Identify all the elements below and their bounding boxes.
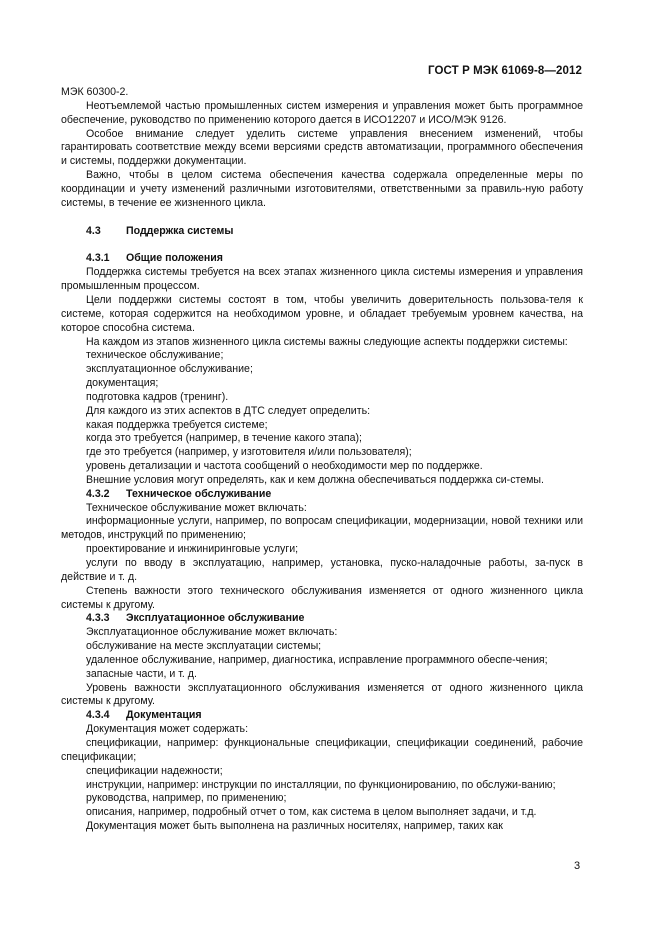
list-item: услуги по вводу в эксплуатацию, например, установка, пуско-наладочные работы, за-пуск в действие и т. д.	[61, 557, 583, 583]
document-header: ГОСТ Р МЭК 61069-8—2012	[428, 65, 582, 77]
list-item: руководства, например, по применению;	[86, 792, 287, 805]
section-title: Эксплуатационное обслуживание	[126, 612, 305, 625]
section-number: 4.3.1	[86, 252, 110, 265]
section-number: 4.3.3	[86, 612, 110, 625]
section-heading-4-3-4	[61, 709, 583, 723]
list-item: спецификации, например: функциональные спецификации, спецификации соединений, рабочие спецификации;	[61, 736, 583, 763]
paragraph: Техническое обслуживание может включать:	[86, 501, 307, 514]
section-number: 4.3.4	[86, 709, 110, 722]
list-item: подготовка кадров (тренинг).	[86, 390, 229, 403]
list-item: обслуживание на месте эксплуатации системы;	[86, 640, 322, 653]
section-number: 4.3.2	[86, 487, 110, 500]
paragraph: Внешние условия могут определять, как и кем должна обеспечиваться поддержка си-стемы.	[86, 473, 544, 486]
paragraph: Особое внимание следует уделить системе управления внесением изменений, чтобы гарантировать соответствие между всеми версиями средств автоматизации, программного обеспечения и системы, поддержки документации.	[61, 127, 583, 168]
section-heading-4-3-1	[61, 252, 583, 266]
paragraph: МЭК 60300-2.	[61, 86, 129, 98]
paragraph: Важно, чтобы в целом система обеспечения качества содержала определенные меры по координации и учету изменений различными изготовителями, ответственными за правиль-ную работу системы, в течение ее жизненного цикла.	[61, 169, 583, 209]
paragraph: На каждом из этапов жизненного цикла системы важны следующие аспекты поддержки системы:	[86, 335, 568, 348]
paragraph: Неотъемлемой частью промышленных систем измерения и управления может быть программное обеспечение, руководство по применению которого дается в ИСО12207 и ИСО/МЭК 9126.	[61, 99, 583, 126]
page-number: 3	[574, 860, 581, 872]
list-item: уровень детализации и частота сообщений о необходимости мер по поддержке.	[86, 460, 483, 473]
list-item: какая поддержка требуется системе;	[86, 418, 268, 431]
list-item: удаленное обслуживание, например, диагностика, исправление программного обеспе-чения;	[86, 653, 548, 666]
list-item: спецификации надежности;	[86, 764, 223, 777]
section-heading-4-3	[61, 225, 583, 239]
section-title: Документация	[126, 709, 202, 722]
list-item: техническое обслуживание;	[86, 349, 224, 362]
paragraph: Уровень важности эксплуатационного обслуживания изменяется от одного жизненного цикла системы к другому.	[61, 681, 583, 708]
paragraph: Степень важности этого технического обслуживания изменяется от одного жизненного цикла системы к другому.	[61, 584, 583, 611]
list-item: когда это требуется (например, в течение какого этапа);	[86, 432, 362, 445]
section-title: Техническое обслуживание	[126, 487, 272, 500]
paragraph: Поддержка системы требуется на всех этапах жизненного цикла системы измерения и управления промышленным процессом.	[61, 266, 583, 293]
document-body	[61, 86, 583, 834]
paragraph: Цели поддержки системы состоят в том, чтобы увеличить доверительность пользова-теля к системе, которая содержится на необходимом уровне, и обладает требуемым уровнем качества, на которое способна система.	[61, 293, 583, 334]
section-title: Поддержка системы	[126, 224, 234, 237]
list-item: где это требуется (например, у изготовителя и/или пользователя);	[86, 446, 412, 459]
list-item: инструкции, например: инструкции по инсталляции, по функционированию, по обслужи-ванию;	[86, 778, 556, 791]
section-heading-4-3-2	[61, 488, 583, 502]
list-item: эксплуатационное обслуживание;	[86, 363, 253, 376]
list-item: запасные части, и т. д.	[86, 667, 197, 680]
paragraph: Документация может быть выполнена на различных носителях, например, таких как	[86, 820, 503, 833]
section-title: Общие положения	[126, 252, 223, 265]
section-number: 4.3	[86, 224, 101, 237]
paragraph: Эксплуатационное обслуживание может включать:	[86, 626, 338, 639]
list-item: документация;	[86, 377, 159, 390]
list-item: проектирование и инжиниринговые услуги;	[86, 543, 299, 556]
list-item: информационные услуги, например, по вопросам спецификации, модернизации, новой техники или методов, инструкций по применению;	[61, 515, 583, 542]
paragraph: Для каждого из этих аспектов в ДТС следует определить:	[86, 404, 371, 417]
paragraph: Документация может содержать:	[86, 723, 249, 736]
list-item: описания, например, подробный отчет о том, как система в целом выполняет задачи, и т.д.	[86, 806, 537, 819]
section-heading-4-3-3	[61, 612, 583, 626]
